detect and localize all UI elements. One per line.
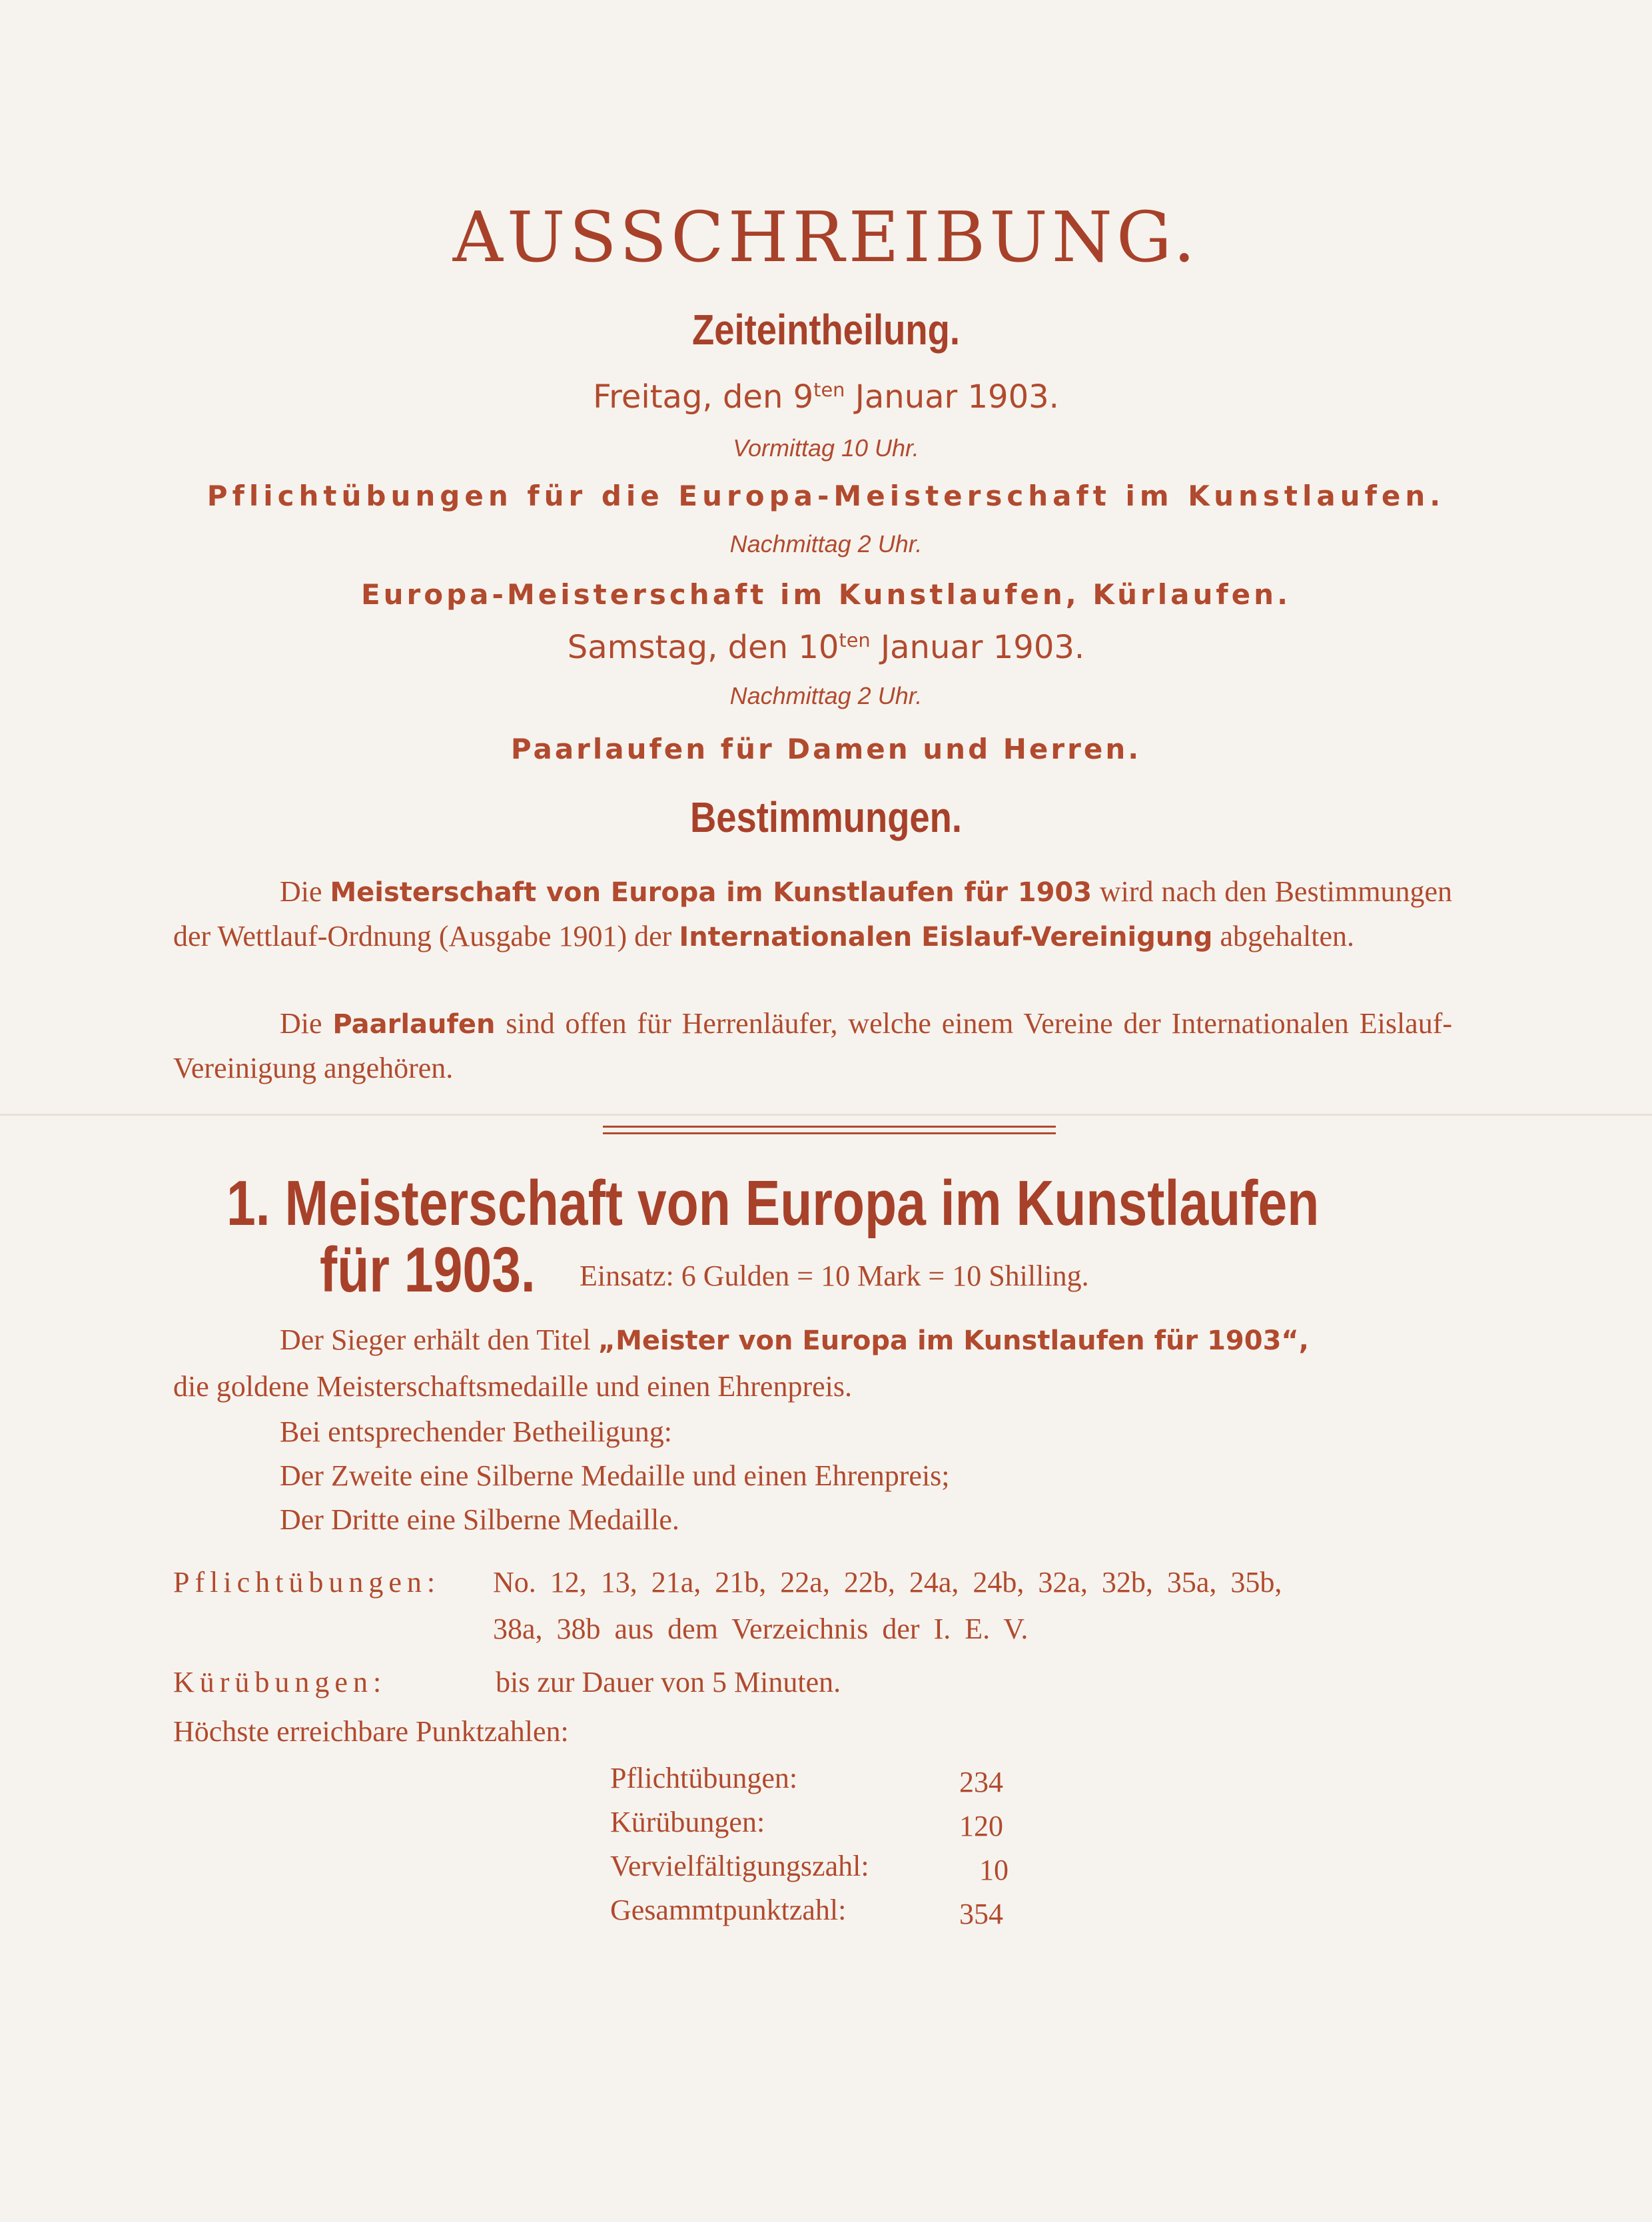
section1-title: 1. Meisterschaft von Europa im Kunstlaufen <box>226 1168 1320 1239</box>
rules-p2-b: Paarlaufen <box>332 1009 496 1040</box>
points-label-compulsory: Pflichtübungen: <box>610 1762 798 1794</box>
compulsory-list-1: No. 12, 13, 21a, 21b, 22a, 22b, 24a, 24b, 32a, 32b, 35a, 35b, <box>493 1566 1282 1599</box>
day2-date <box>0 629 1652 666</box>
event3: Paarlaufen für Damen und Herren. <box>510 733 1142 765</box>
day1-prefix: Freitag, den 9 <box>593 378 814 416</box>
third-place-line: Der Dritte eine Silberne Medaille. <box>280 1503 679 1536</box>
schedule-heading: Zeiteintheilung. <box>692 306 960 354</box>
day2-sup: ten <box>839 629 871 651</box>
rules-p1-d: Internationalen Eislauf-Vereinigung <box>679 922 1213 952</box>
stake-text: Einsatz: 6 Gulden = 10 Mark = 10 Shilling. <box>580 1260 1089 1292</box>
rules-p1-b: Meisterschaft von Europa im Kunstlaufen für 1903 <box>330 877 1092 908</box>
points-value-free: 120 <box>959 1810 1003 1842</box>
points-heading: Höchste erreichbare Punktzahlen: <box>173 1715 569 1748</box>
day2-prefix: Samstag, den 10 <box>567 629 839 666</box>
points-value-total: 354 <box>959 1898 1003 1930</box>
winner-title: „Meister von Europa im Kunstlaufen für 1903“, <box>598 1325 1309 1356</box>
free-text: bis zur Dauer von 5 Minuten. <box>496 1666 841 1698</box>
participation-line: Bei entsprechender Betheiligung: <box>280 1415 672 1448</box>
points-label-factor: Vervielfältigungszahl: <box>610 1850 869 1882</box>
day1-date <box>0 378 1652 416</box>
time3: Nachmittag 2 Uhr. <box>729 682 923 709</box>
rules-heading: Bestimmungen. <box>689 793 963 841</box>
section1-title-year: für 1903. <box>320 1234 536 1305</box>
document-title: AUSSCHREIBUNG. <box>452 196 1200 278</box>
rules-p2-a: Die <box>280 1007 333 1040</box>
rules-p2-c: sind offen für Herrenläufer, welche einem Vereine der Internationalen Eislauf-Vereinigung angehören. <box>173 1007 1453 1084</box>
free-label: Kürübungen: <box>173 1666 387 1698</box>
divider-bottom <box>603 1132 1056 1134</box>
day1-sup: ten <box>813 378 845 401</box>
winner-line <box>280 1323 1309 1357</box>
winner-a: Der Sieger erhält den Titel <box>280 1323 598 1356</box>
event1: Pflichtübungen für die Europa-Meisterschaft im Kunstlaufen. <box>206 480 1446 512</box>
points-value-factor: 10 <box>979 1854 1009 1886</box>
rules-p1-e: abgehalten. <box>1212 920 1355 952</box>
compulsory-list-2: 38a, 38b aus dem Verzeichnis der I. E. V. <box>493 1613 1029 1645</box>
winner-prize: die goldene Meisterschaftsmedaille und einen Ehrenpreis. <box>173 1370 852 1403</box>
day1-suffix: Januar 1903. <box>845 378 1059 416</box>
points-label-total: Gesammtpunktzahl: <box>610 1894 847 1926</box>
rules-paragraph-1 <box>173 870 1452 959</box>
paper-fold-line <box>0 1114 1652 1116</box>
rules-p1-c: wird nach den Bestimmungen der Wettlauf-Ordnung (Ausgabe 1901) der <box>173 875 1452 952</box>
rules-p1-a: Die <box>280 875 330 908</box>
day2-suffix: Januar 1903. <box>870 629 1085 666</box>
points-label-free: Kürübungen: <box>610 1806 765 1838</box>
points-value-compulsory: 234 <box>959 1766 1003 1798</box>
event2: Europa-Meisterschaft im Kunstlaufen, Kürlaufen. <box>360 578 1292 611</box>
time2: Nachmittag 2 Uhr. <box>729 530 923 557</box>
rules-paragraph-2 <box>173 1002 1452 1090</box>
second-place-line: Der Zweite eine Silberne Medaille und einen Ehrenpreis; <box>280 1459 950 1492</box>
compulsory-label: Pflichtübungen: <box>173 1566 441 1599</box>
divider-top <box>603 1126 1056 1128</box>
time1: Vormittag 10 Uhr. <box>733 434 919 462</box>
